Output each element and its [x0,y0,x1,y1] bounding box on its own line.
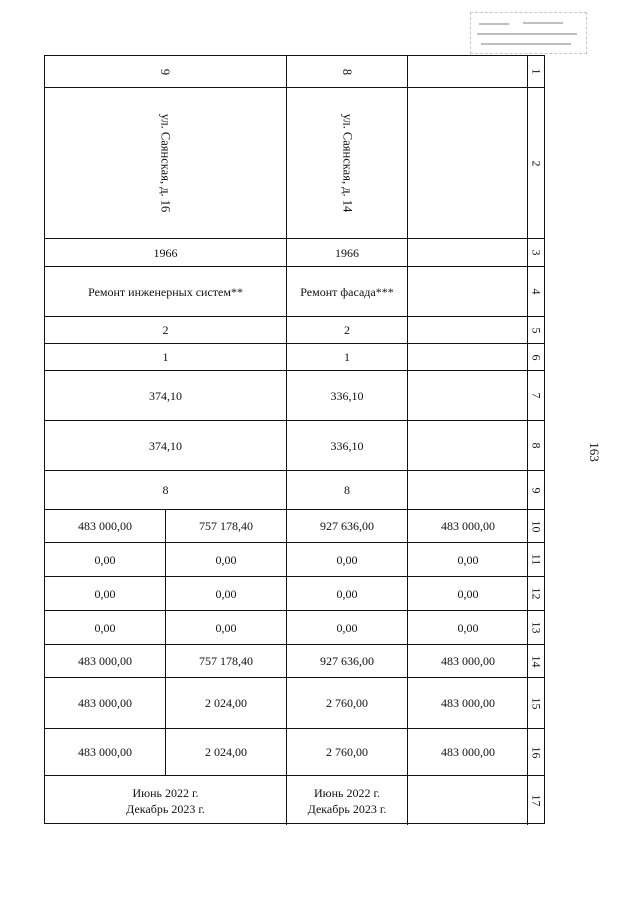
row-number: 1 [527,56,544,87]
address-cell: ул. Саянская, д. 14 [339,113,354,213]
period-cell: Июнь 2022 г. Декабрь 2023 г. [286,776,407,825]
table-row [45,87,544,238]
table-row [45,238,544,266]
table-row: 8 8 9 [45,470,544,509]
row-number: 2 [527,88,544,238]
period-cell: Июнь 2022 г. Декабрь 2023 г. [126,785,205,816]
table-row: 374,10 336,10 7 [45,370,544,420]
year-cell: 1966 [153,245,178,260]
row-number: 7 [527,371,544,420]
row-number: 16 [527,729,544,775]
table-row: 483 000,00 757 178,40 927 636,00 483 000,00 10 [45,509,544,542]
table-row [45,56,544,87]
table-row: 0,00 0,00 0,00 0,00 11 [45,542,544,576]
row-number: 13 [527,611,544,644]
work-type-cell: Ремонт инженерных систем** [88,284,243,299]
row-number: 11 [527,543,544,576]
row-number: 6 [527,344,544,370]
table-row: 483 000,00 2 024,00 2 760,00 483 000,00 16 [45,728,544,775]
year-cell: 1966 [286,239,407,266]
work-type-cell: Ремонт фасада*** [286,267,407,316]
row-number: 3 [527,239,544,266]
address-cell: ул. Саянская, д. 16 [158,113,173,213]
row-number: 10 [527,510,544,542]
table-row: 0,00 0,00 0,00 0,00 12 [45,576,544,610]
row-number: 15 [527,678,544,728]
row-number: 12 [527,577,544,610]
column-number-8: 8 [340,68,354,75]
renovation-table [44,55,545,824]
table-row [45,266,544,316]
table-row: 483 000,00 757 178,40 927 636,00 483 000,00 14 [45,644,544,677]
table-row: 0,00 0,00 0,00 0,00 13 [45,610,544,644]
row-number: 9 [527,471,544,509]
page-number: 163 [587,442,602,462]
table-row: 374,10 336,10 8 [45,420,544,470]
row-number: 17 [527,776,544,825]
document-stamp [470,12,587,54]
row-number: 8 [527,421,544,470]
table-row [45,775,544,825]
column-number-9: 9 [158,68,173,75]
row-number: 5 [527,317,544,343]
row-number: 4 [527,267,544,316]
table-row: 1 1 6 [45,343,544,370]
table-row: 483 000,00 2 024,00 2 760,00 483 000,00 15 [45,677,544,728]
table-row: 2 2 5 [45,316,544,343]
row-number: 14 [527,645,544,677]
